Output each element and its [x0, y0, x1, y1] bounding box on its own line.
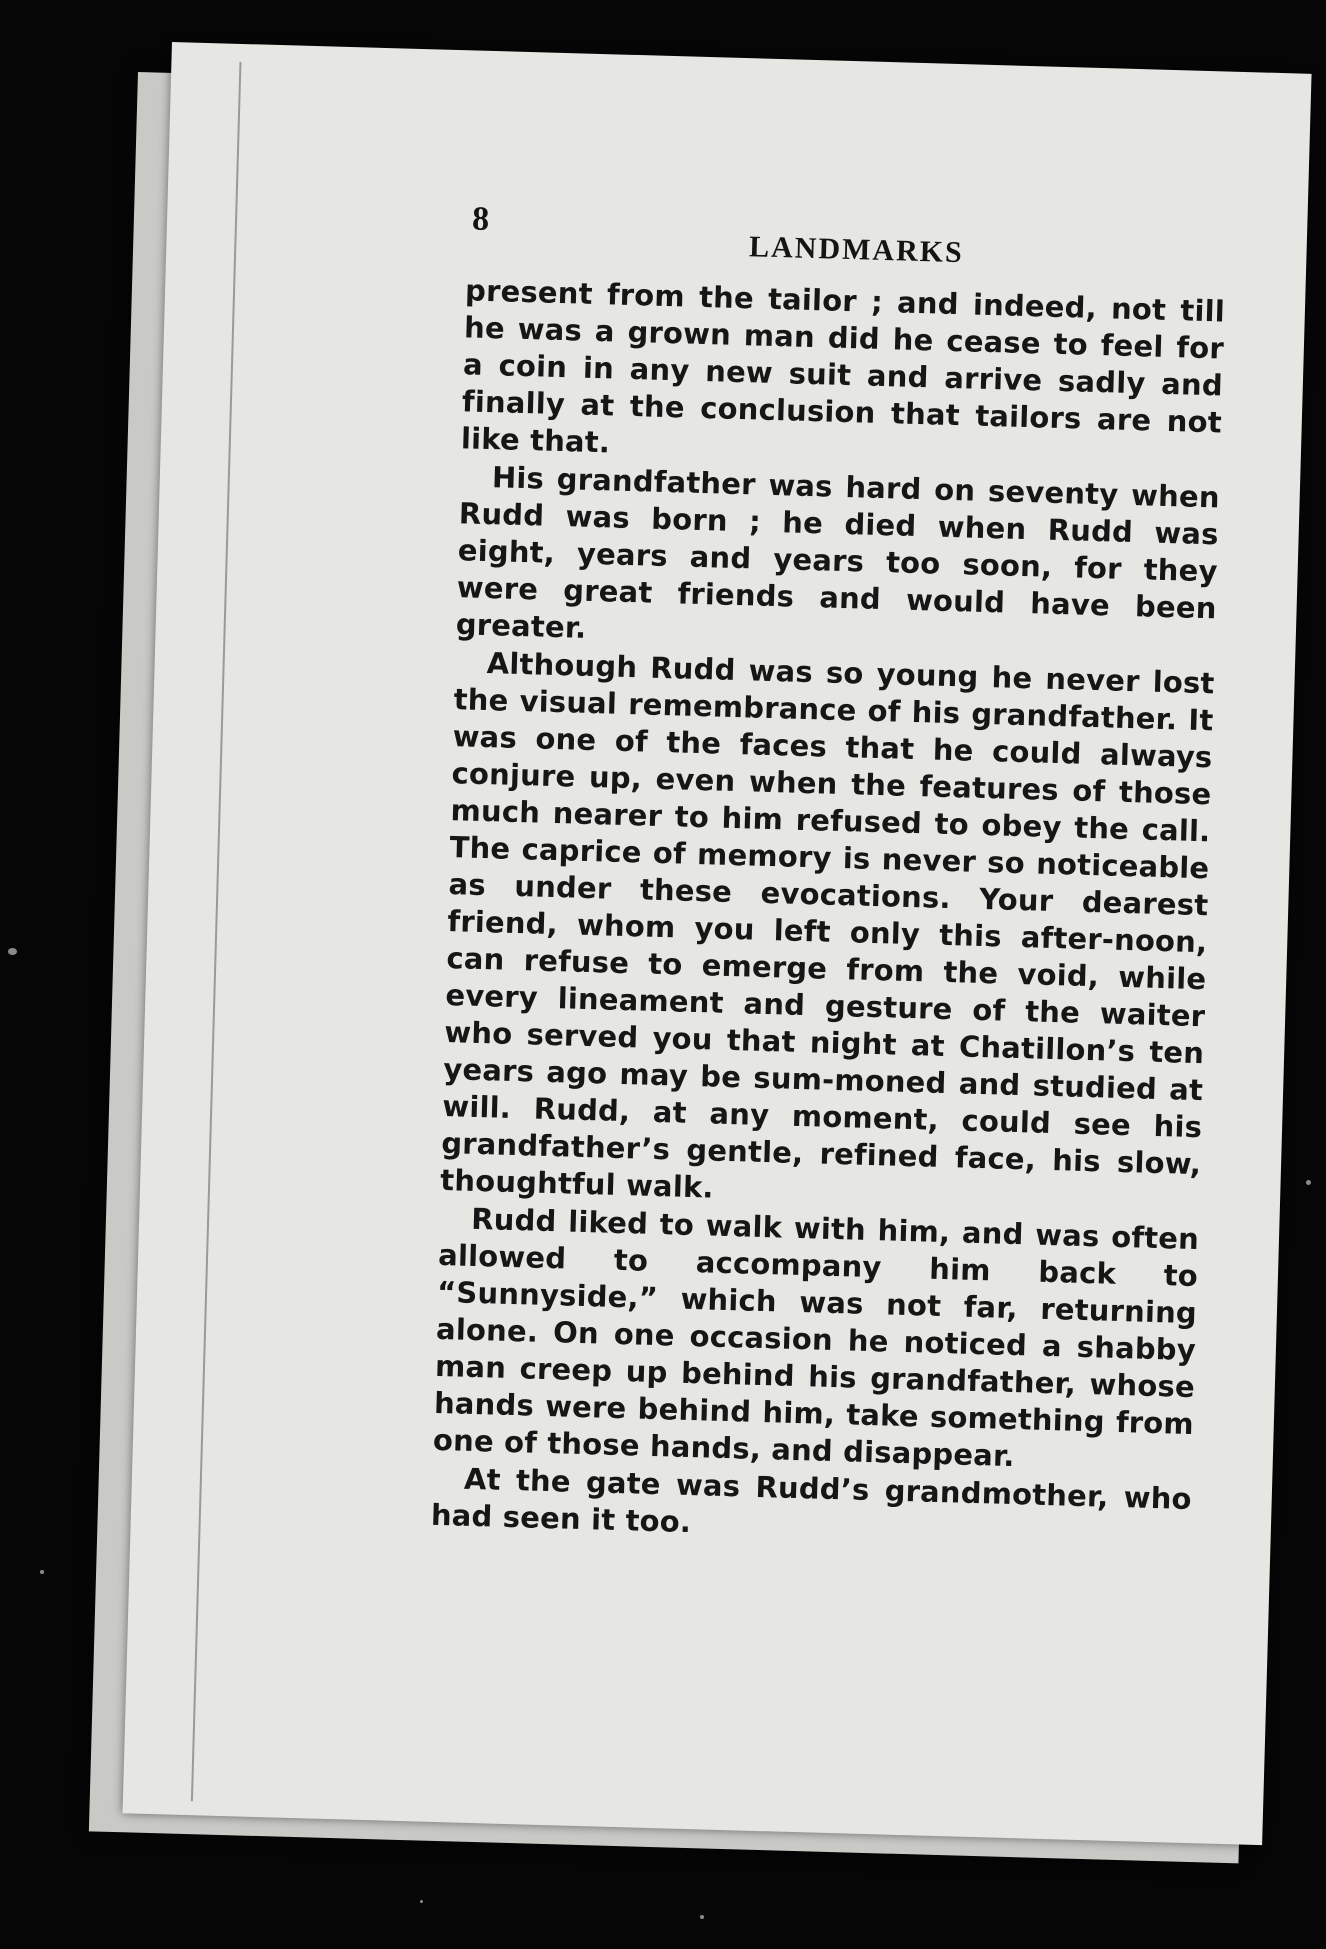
- paragraph: Although Rudd was so young he never lost the visual remembrance of his grandfather. It was one of the faces that he could always conjure up, even when the features of those much nearer to him refused to obey the call. The caprice of memory is never so noticeable as under these evocations. Your dearest friend, whom you left only this after-noon, can refuse to emerge from the void, while every lineament and gesture of the waiter who served you that night at Chatillon’s ten years ago may be sum-moned and studied at will. Rudd, at any moment, could see his grandfather’s gentle, refined face, his slow, thoughtful walk.: [439, 646, 1215, 1205]
- paragraph: At the gate was Rudd’s grandmother, who had seen it too.: [430, 1461, 1193, 1540]
- dust-speck: [700, 1915, 704, 1919]
- dust-speck: [420, 1900, 423, 1903]
- running-head: LANDMARKS: [748, 230, 965, 270]
- dust-speck: [40, 1570, 44, 1574]
- book-page: [123, 42, 1312, 1845]
- dust-speck: [1306, 1180, 1311, 1185]
- dust-speck: [8, 948, 17, 955]
- paragraph: Rudd liked to walk with him, and was often allowed to accompany him back to “Sunnyside,” which was not far, returning alone. On one occasion he noticed a shabby man creep up behind his grandfather, whose hands were behind him, take something from one of those hands, and disappear.: [432, 1201, 1200, 1474]
- page-fold-line: [191, 62, 242, 1801]
- paragraph: present from the tailor ; and indeed, not till he was a grown man did he cease to feel for a coin in any new suit and arrive sadly and finally at the conclusion that tailors are not like that.: [460, 273, 1226, 460]
- paragraph: His grandfather was hard on seventy when Rudd was born ; he died when Rudd was eight, years and years too soon, for they were great friends and would have been greater.: [455, 460, 1221, 645]
- page-header: [471, 200, 1232, 281]
- page-number: 8: [471, 200, 490, 238]
- body-text: [430, 272, 1225, 1556]
